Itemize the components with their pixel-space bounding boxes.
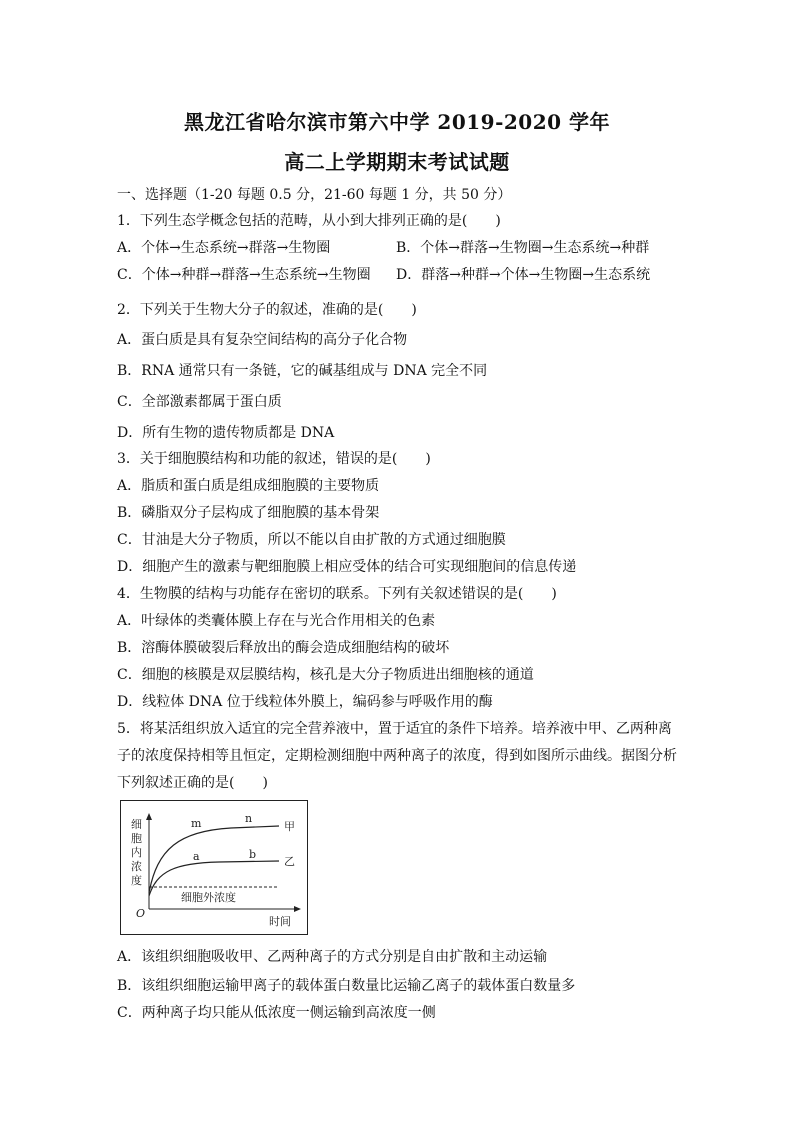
point-a-label: a [193,850,200,863]
q4-option-c: C．细胞的核膜是双层膜结构，核孔是大分子物质进出细胞核的通道 [117,667,534,683]
y-label-char: 浓 [131,860,142,873]
q3-stem: 3．关于细胞膜结构和功能的叙述，错误的是( ) [117,451,431,467]
y-label-char: 胞 [131,832,142,845]
q5-option-b: B．该组织细胞运输甲离子的载体蛋白数量比运输乙离子的载体蛋白数量多 [117,978,576,994]
q5-stem-line2: 子的浓度保持相等且恒定，定期检测细胞中两种离子的浓度，得到如图所示曲线。据图分析 [117,748,677,764]
y-axis-arrow [146,813,152,820]
curve-yi-label: 乙 [284,855,295,868]
q5-option-c: C．两种离子均只能从低浓度一侧运输到高浓度一侧 [117,1005,436,1021]
q1-option-a: A．个体→生态系统→群落→生物圈 [117,240,331,256]
q1-option-c: C．个体→种群→群落→生态系统→生物圈 [117,267,371,283]
q4-option-b: B．溶酶体膜破裂后释放出的酶会造成细胞结构的破坏 [117,640,450,656]
x-axis-label: 时间 [269,915,291,928]
outside-concentration-label: 细胞外浓度 [181,891,236,904]
q1-option-d: D．群落→种群→个体→生物圈→生态系统 [396,267,651,283]
q3-option-c: C．甘油是大分子物质，所以不能以自由扩散的方式通过细胞膜 [117,532,506,548]
q2-option-a: A．蛋白质是具有复杂空间结构的高分子化合物 [117,332,408,348]
q2-option-c: C．全部激素都属于蛋白质 [117,394,282,410]
q5-option-a: A．该组织细胞吸收甲、乙两种离子的方式分别是自由扩散和主动运输 [117,949,548,965]
point-n-label: n [245,812,253,825]
q5-stem-line1: 5．将某活组织放入适宜的完全营养液中，置于适宜的条件下培养。培养液中甲、乙两种离 [117,721,672,737]
y-label-char: 细 [131,818,142,831]
y-label-char: 内 [131,846,142,859]
document-title-line2: 高二上学期期末考试试题 [284,150,510,174]
curve-jia-label: 甲 [284,820,295,833]
x-axis-arrow [294,906,301,912]
document-title-line1: 黑龙江省哈尔滨市第六中学 2019-2020 学年 [183,110,611,134]
q3-option-d: D．细胞产生的激素与靶细胞膜上相应受体的结合可实现细胞间的信息传递 [117,559,577,575]
q4-option-d: D．线粒体 DNA 位于线粒体外膜上，编码参与呼吸作用的酶 [117,694,493,710]
q2-stem: 2．下列关于生物大分子的叙述，准确的是( ) [117,302,417,318]
point-b-label: b [249,848,257,861]
section-heading: 一、选择题（1-20 每题 0.5 分，21-60 每题 1 分，共 50 分） [117,187,512,203]
q2-option-b: B．RNA 通常只有一条链，它的碱基组成与 DNA 完全不同 [117,363,488,379]
q3-option-a: A．脂质和蛋白质是组成细胞膜的主要物质 [117,478,380,494]
q4-stem: 4．生物膜的结构与功能存在密切的联系。下列有关叙述错误的是( ) [117,586,557,602]
y-label-char: 度 [131,874,142,887]
ion-concentration-figure [120,800,308,935]
origin-label: O [136,907,146,920]
q2-option-d: D．所有生物的遗传物质都是 DNA [117,425,335,441]
point-m-label: m [191,817,202,830]
q4-option-a: A．叶绿体的类囊体膜上存在与光合作用相关的色素 [117,613,436,629]
q1-option-b: B．个体→群落→生物圈→生态系统→种群 [396,240,650,256]
q5-stem-line3: 下列叙述正确的是( ) [117,775,268,791]
q3-option-b: B．磷脂双分子层构成了细胞膜的基本骨架 [117,505,380,521]
curve-jia [149,826,279,893]
figure-svg [121,801,309,936]
q1-stem: 1．下列生态学概念包括的范畴，从小到大排列正确的是( ) [117,213,501,229]
